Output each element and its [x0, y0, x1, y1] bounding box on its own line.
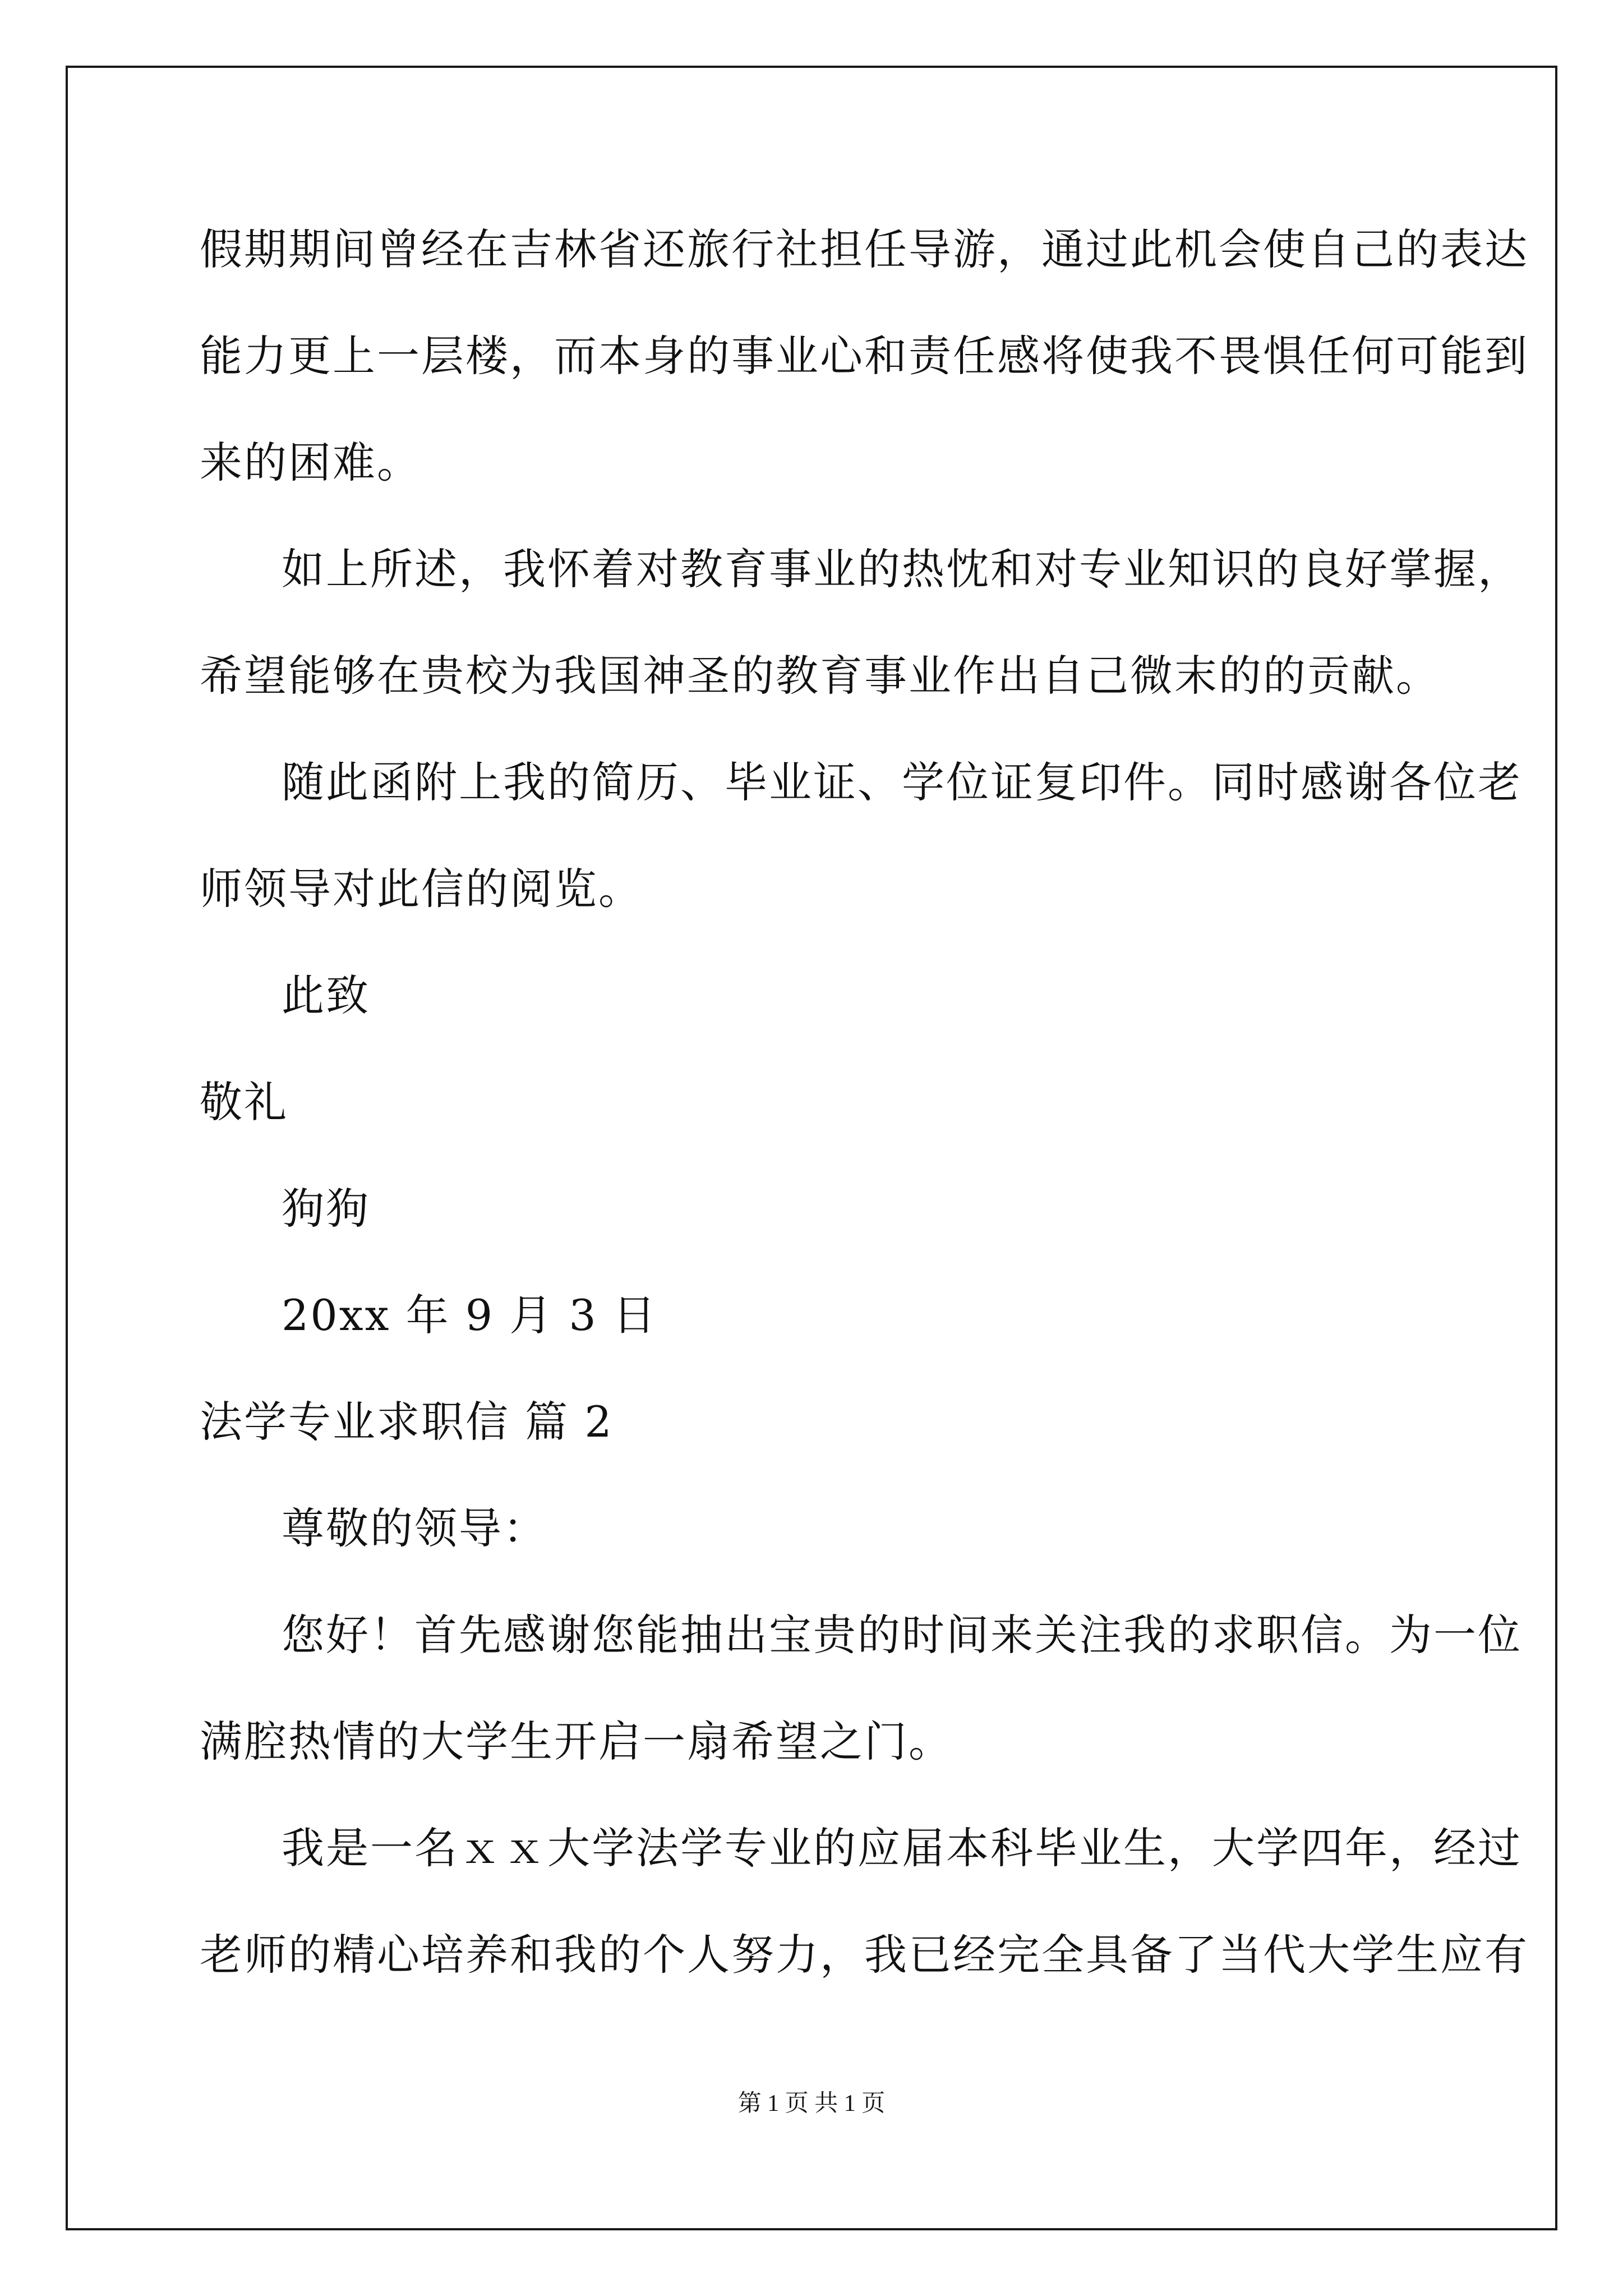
paragraph-line: 随此函附上我的简历、毕业证、学位证复印件。同时感谢各位老: [282, 757, 1522, 807]
paragraph-line: 师领导对此信的阅览。: [200, 864, 643, 914]
signature-name: 狗狗: [282, 1184, 370, 1234]
paragraph-line: 满腔热情的大学生开启一扇希望之门。: [200, 1717, 953, 1766]
paragraph-line: 能力更上一层楼，而本身的事业心和责任感将使我不畏惧任何可能到: [200, 331, 1529, 381]
paragraph-line: 老师的精心培养和我的个人努力，我已经完全具备了当代大学生应有: [200, 1930, 1529, 1980]
paragraph-line: 您好！首先感谢您能抽出宝贵的时间来关注我的求职信。为一位: [282, 1610, 1522, 1660]
closing-salutation: 此致: [282, 970, 370, 1020]
paragraph-line: 我是一名ｘｘ大学法学专业的应届本科毕业生，大学四年，经过: [282, 1823, 1522, 1873]
section-heading: 法学专业求职信 篇 2: [200, 1397, 614, 1447]
paragraph-line: 假期期间曾经在吉林省还旅行社担任导游，通过此机会使自己的表达: [200, 224, 1529, 274]
letter-date: 20xx 年 9 月 3 日: [282, 1290, 657, 1340]
paragraph-line: 如上所述，我怀着对教育事业的热忱和对专业知识的良好掌握，: [282, 544, 1522, 594]
page-border: [66, 66, 1557, 2230]
closing-regards: 敬礼: [200, 1077, 288, 1127]
paragraph-line: 来的困难。: [200, 438, 421, 487]
paragraph-line: 希望能够在贵校为我国神圣的教育事业作出自己微末的的贡献。: [200, 651, 1440, 701]
greeting: 尊敬的领导：: [282, 1503, 547, 1553]
page-footer: 第 1 页 共 1 页: [737, 2091, 886, 2116]
